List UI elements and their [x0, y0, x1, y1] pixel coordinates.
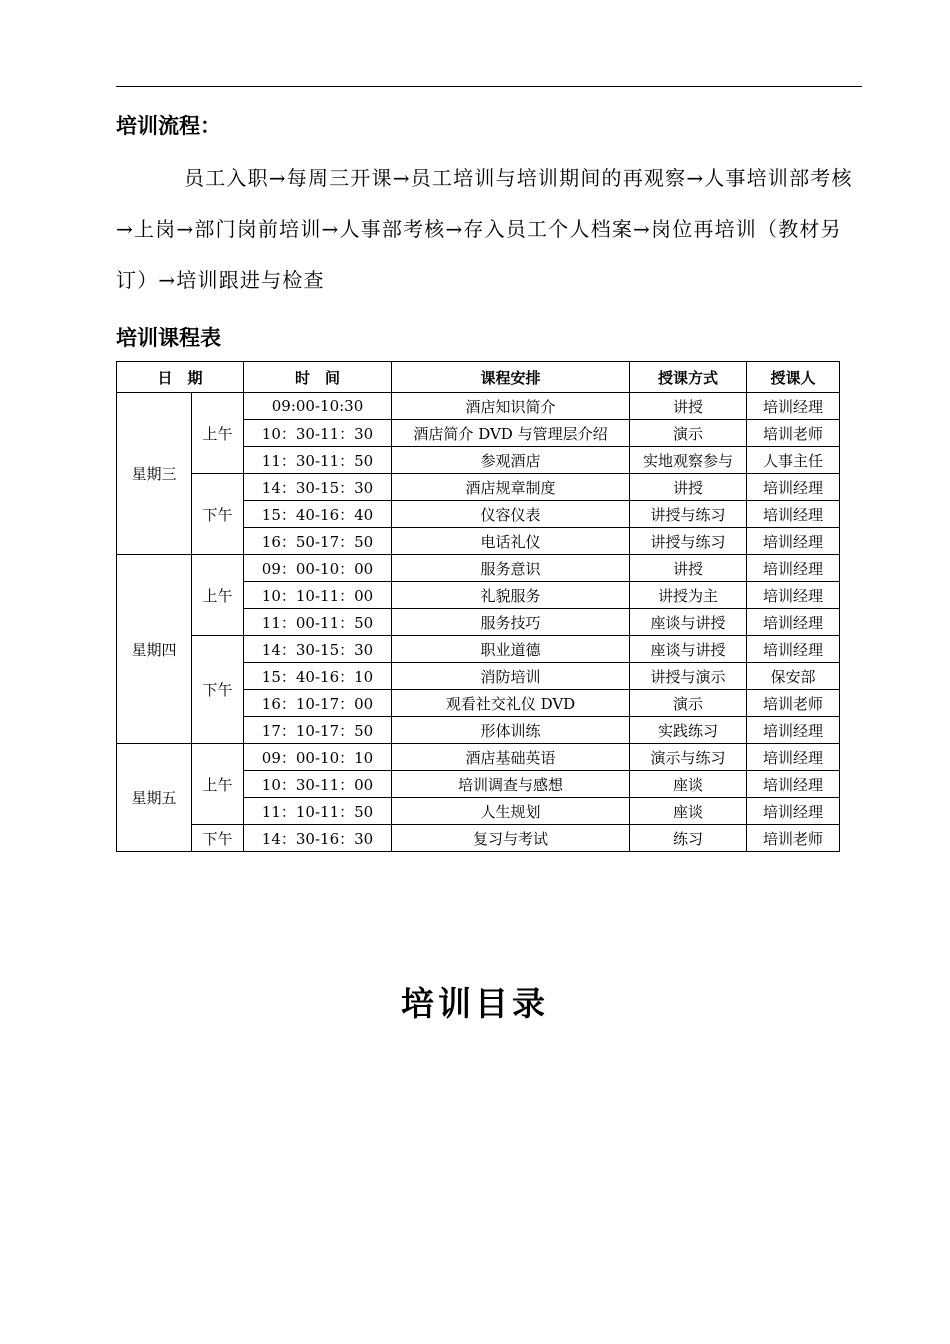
day-cell: 星期三	[117, 393, 192, 555]
period-cell: 上午	[192, 744, 244, 825]
course-cell: 职业道德	[392, 636, 630, 663]
time-cell: 11：00-11：50	[244, 609, 392, 636]
course-cell: 礼貌服务	[392, 582, 630, 609]
method-cell: 讲授与演示	[630, 663, 747, 690]
table-row	[117, 636, 840, 663]
method-cell: 演示与练习	[630, 744, 747, 771]
period-cell: 下午	[192, 636, 244, 744]
header-course: 课程安排	[392, 362, 630, 393]
method-cell: 讲授与练习	[630, 528, 747, 555]
teacher-cell: 培训经理	[747, 717, 840, 744]
teacher-cell: 培训经理	[747, 555, 840, 582]
course-cell: 培训调查与感想	[392, 771, 630, 798]
table-row	[117, 393, 840, 420]
course-cell: 人生规划	[392, 798, 630, 825]
top-rule	[116, 86, 862, 87]
time-cell: 14：30-15：30	[244, 474, 392, 501]
course-cell: 酒店规章制度	[392, 474, 630, 501]
toc-heading: 培训目录	[401, 984, 549, 1023]
method-cell: 演示	[630, 690, 747, 717]
method-cell: 练习	[630, 825, 747, 852]
schedule-table	[116, 361, 840, 852]
teacher-cell: 培训经理	[747, 744, 840, 771]
course-cell: 服务技巧	[392, 609, 630, 636]
teacher-cell: 人事主任	[747, 447, 840, 474]
method-cell: 实践练习	[630, 717, 747, 744]
teacher-cell: 培训经理	[747, 771, 840, 798]
teacher-cell: 培训老师	[747, 690, 840, 717]
table-row	[117, 825, 840, 852]
method-cell: 讲授为主	[630, 582, 747, 609]
period-cell: 下午	[192, 474, 244, 555]
method-cell: 座谈与讲授	[630, 636, 747, 663]
flow-heading: 培训流程：	[116, 114, 221, 138]
period-cell: 上午	[192, 555, 244, 636]
course-cell: 参观酒店	[392, 447, 630, 474]
time-cell: 10：10-11：00	[244, 582, 392, 609]
method-cell: 座谈	[630, 771, 747, 798]
teacher-cell: 培训经理	[747, 798, 840, 825]
header-time: 时 间	[244, 362, 392, 393]
method-cell: 讲授	[630, 474, 747, 501]
course-cell: 酒店简介 DVD 与管理层介绍	[392, 420, 630, 447]
teacher-cell: 培训经理	[747, 528, 840, 555]
time-cell: 09：00-10：10	[244, 744, 392, 771]
method-cell: 讲授	[630, 393, 747, 420]
teacher-cell: 培训老师	[747, 825, 840, 852]
teacher-cell: 培训经理	[747, 636, 840, 663]
method-cell: 讲授	[630, 555, 747, 582]
method-cell: 讲授与练习	[630, 501, 747, 528]
time-cell: 11：30-11：50	[244, 447, 392, 474]
time-cell: 09:00-10:30	[244, 393, 392, 420]
course-cell: 消防培训	[392, 663, 630, 690]
flow-text: 员工入职→每周三开课→员工培训与培训期间的再观察→人事培训部考核→上岗→部门岗前培训→人事部考核→存入员工个人档案→岗位再培训（教材另订）→培训跟进与检查	[116, 166, 853, 292]
schedule-heading: 培训课程表	[116, 326, 221, 350]
course-cell: 复习与考试	[392, 825, 630, 852]
teacher-cell: 培训经理	[747, 393, 840, 420]
table-row	[117, 744, 840, 771]
day-cell: 星期五	[117, 744, 192, 852]
day-cell: 星期四	[117, 555, 192, 744]
course-cell: 酒店基础英语	[392, 744, 630, 771]
schedule-body	[117, 393, 840, 852]
time-cell: 15：40-16：10	[244, 663, 392, 690]
time-cell: 15：40-16：40	[244, 501, 392, 528]
course-cell: 酒店知识简介	[392, 393, 630, 420]
teacher-cell: 保安部	[747, 663, 840, 690]
method-cell: 座谈	[630, 798, 747, 825]
time-cell: 14：30-15：30	[244, 636, 392, 663]
teacher-cell: 培训经理	[747, 501, 840, 528]
period-cell: 下午	[192, 825, 244, 852]
method-cell: 座谈与讲授	[630, 609, 747, 636]
time-cell: 10：30-11：30	[244, 420, 392, 447]
table-row	[117, 555, 840, 582]
time-cell: 16：50-17：50	[244, 528, 392, 555]
course-cell: 服务意识	[392, 555, 630, 582]
method-cell: 实地观察参与	[630, 447, 747, 474]
time-cell: 17：10-17：50	[244, 717, 392, 744]
teacher-cell: 培训经理	[747, 474, 840, 501]
time-cell: 16：10-17：00	[244, 690, 392, 717]
teacher-cell: 培训老师	[747, 420, 840, 447]
period-cell: 上午	[192, 393, 244, 474]
header-teacher: 授课人	[747, 362, 840, 393]
time-cell: 11：10-11：50	[244, 798, 392, 825]
header-date: 日 期	[117, 362, 244, 393]
course-cell: 观看社交礼仪 DVD	[392, 690, 630, 717]
table-header-row	[117, 362, 840, 393]
teacher-cell: 培训经理	[747, 609, 840, 636]
course-cell: 形体训练	[392, 717, 630, 744]
time-cell: 14：30-16：30	[244, 825, 392, 852]
time-cell: 10：30-11：00	[244, 771, 392, 798]
teacher-cell: 培训经理	[747, 582, 840, 609]
table-row	[117, 474, 840, 501]
header-method: 授课方式	[630, 362, 747, 393]
method-cell: 演示	[630, 420, 747, 447]
course-cell: 仪容仪表	[392, 501, 630, 528]
course-cell: 电话礼仪	[392, 528, 630, 555]
time-cell: 09：00-10：00	[244, 555, 392, 582]
